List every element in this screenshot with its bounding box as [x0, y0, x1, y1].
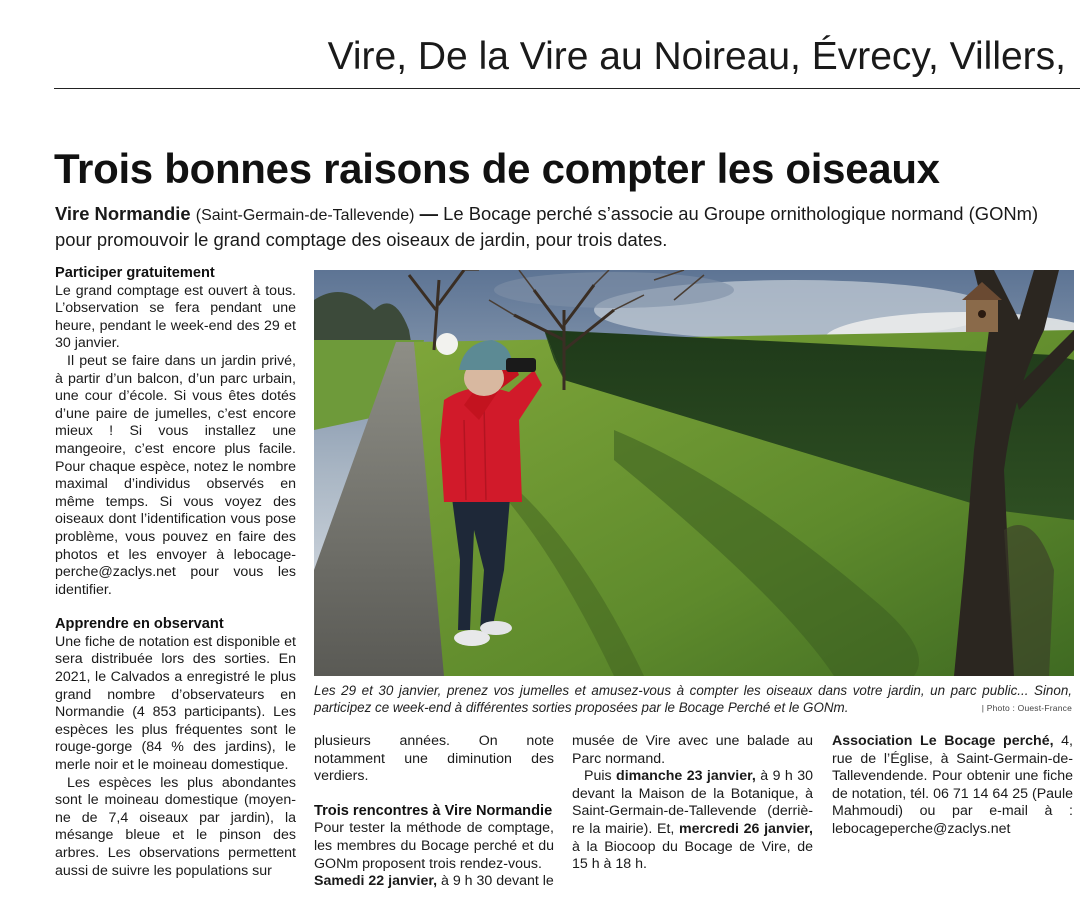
paragraph-text: à 9 h 30 devant la Maison de la Botanique, à Saint-Germain-de-Tallevende (derriè-re la mairie). Et,	[572, 768, 813, 837]
date-highlight: mercredi 26 janvier,	[679, 820, 813, 837]
paragraph	[832, 733, 1073, 839]
article-column-3	[572, 733, 813, 874]
lead-text: Le Bocage perché s’associe au Groupe ornithologique normand (GONm) pour promouvoir le grand comptage des oiseaux de jardin, pour trois dates.	[55, 203, 1039, 250]
edition-title: Vire, De la Vire au Noireau, Évrecy, Villers,	[327, 35, 1066, 78]
article-column-4	[832, 733, 1073, 839]
subheading-rencontres: Trois rencontres à Vire Normandie	[314, 802, 553, 819]
subheading-apprendre: Apprendre en observant	[55, 616, 224, 633]
paragraph-text: à 9 h 30 devant le	[441, 873, 554, 890]
photo-illustration	[314, 270, 1074, 676]
article-lead	[55, 202, 1065, 252]
subheading-participer: Participer gratuitement	[55, 265, 215, 281]
photo-credit: | Photo : Ouest-France	[981, 703, 1072, 713]
article-headline: Trois bonnes raisons de compter les oiseaux	[54, 145, 940, 192]
page-header	[54, 30, 1080, 89]
paragraph: Le grand comptage est ouvert à tous. L’observation se fera pendant une heure, pendant le week-end des 29 et 30 janvier.	[55, 282, 296, 352]
lead-sublocation: (Saint-Germain-de-Tallevende)	[195, 207, 415, 224]
lead-location: Vire Normandie	[55, 203, 191, 224]
paragraph	[572, 768, 813, 874]
paragraph	[314, 873, 554, 891]
paragraph: Il peut se faire dans un jardin privé, à partir d’un balcon, d’un parc urbain, une cour d’école. Si vous êtes dotés d’une paire de jumelles, c’est encore mieux ! Si vous installez une mangeoire, c’est encore plus facile. Pour chaque espèce, notez le nombre maximal d’individus observés en même temps. Si vous voyez des oiseaux dont l’identification vous pose problème, vous pouvez en faire des photos et les envoyer à lebocage-perche@zaclys.net pour vous les identifier.	[55, 352, 296, 598]
date-highlight: Samedi 22 janvier,	[314, 873, 438, 890]
article-column-2	[314, 733, 554, 891]
organization-name: Association Le Bocage perché,	[832, 733, 1054, 749]
paragraph-text: à la Biocoop du Bocage de Vire, de 15 h à 18 h.	[572, 838, 813, 873]
paragraph-text: Puis	[584, 768, 612, 785]
paragraph: Les espèces les plus abondantes sont le moineau domestique (moyen-ne de 7,4 oiseaux par jardin), la mésange bleue et le pinson des arbres. Les observations permettent aussi de suivre les populations sur	[55, 774, 296, 879]
date-highlight: dimanche 23 janvier,	[616, 768, 756, 785]
paragraph: musée de Vire avec une balade au Parc normand.	[572, 733, 813, 767]
lead-dash: —	[419, 203, 439, 224]
article-column-1	[55, 265, 296, 880]
article-photo	[314, 270, 1074, 676]
paragraph: Une fiche de notation est disponible et sera distribuée lors des sorties. En 2021, le Calvados a enregistré le plus grand nombre d’observateurs en Normandie (4 853 participants). Les espèces les plus fréquentes sont le rouge-gorge (84 % des jardins), le merle noir et le moineau domestique.	[55, 633, 296, 774]
paragraph-text: 4, rue de l’Église, à Saint-Germain-de-Tallevendende. Pour obtenir une fiche de notation, tél. 06 71 14 64 25 (Paule Mahmoudi) ou par e-mail à : lebocageperche@zaclys.net	[832, 733, 1073, 837]
photo-caption: Les 29 et 30 janvier, prenez vos jumelles et amusez-vous à compter les oiseaux dans votre jardin, un parc public... Sinon, participez ce week-end à différentes sorties proposées par le Bocage Perché et le GONm.	[314, 683, 1072, 715]
paragraph: plusieurs années. On note notamment une diminution des verdiers.	[314, 733, 554, 785]
paragraph: Pour tester la méthode de comptage, les membres du Bocage perché et du GONm proposent trois rendez-vous.	[314, 820, 554, 872]
